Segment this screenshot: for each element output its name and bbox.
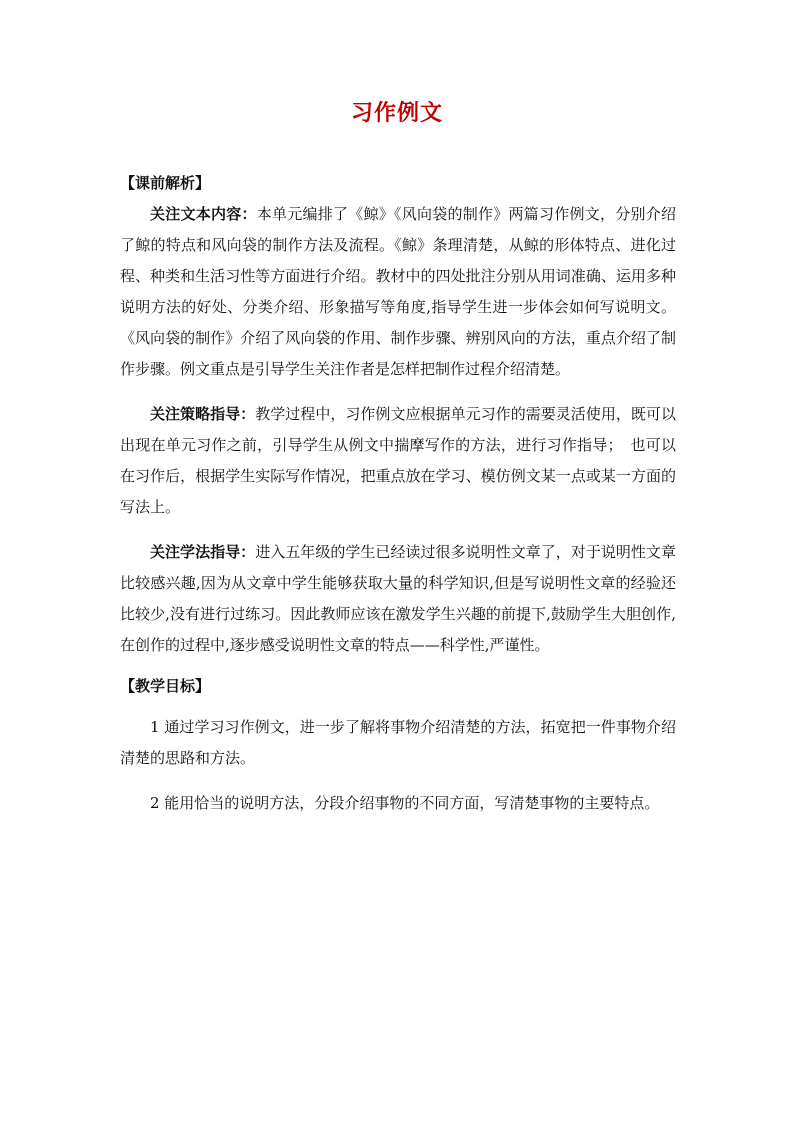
paragraph-text-content [120,199,676,385]
paragraph-lead: 关注文本内容： [150,205,257,223]
section-heading-teaching-goals: 【教学目标】 [120,677,211,695]
goal-item-1: 1 通过学习习作例文，进一步了解将事物介绍清楚的方法，拓宽把一件事物介绍清楚的思路和方法。 [120,718,676,767]
paragraph-text: 进入五年级的学生已经读过很多说明性文章了，对于说明性文章比较感兴趣,因为从文章中学生能够获取大量的科学知识,但是写说明性文章的经验还比较少,没有进行过练习。因此教师应该在激发学生兴趣的前提下,鼓励学生大胆创作,在创作的过程中,逐步感受说明性文章的特点——科学性,严谨性。 [120,543,676,654]
paragraph-strategy-guidance [120,399,676,523]
paragraph-text: 教学过程中，习作例文应根据单元习作的需要灵活使用，既可以出现在单元习作之前，引导学生从例文中揣摩写作的方法，进行习作指导； 也可以在习作后，根据学生实际写作情况，把重点放在学习、模仿例文某一点或某一方面的写法上。 [120,405,676,516]
section-heading-pre-class-analysis: 【课前解析】 [120,174,211,192]
paragraph-lead: 关注学法指导： [150,543,256,561]
document-body [120,168,676,819]
paragraph-learning-guidance [120,537,676,661]
paragraph-text: 本单元编排了《鲸》《风向袋的制作》两篇习作例文，分别介绍了鲸的特点和风向袋的制作方法及流程。《鲸》条理清楚，从鲸的形体特点、进化过程、种类和生活习性等方面进行介绍。教材中的四处批注分别从用词准确、运用多种说明方法的好处、分类介绍、形象描写等角度,指导学生进一步体会如何写说明文。《风向袋的制作》介绍了风向袋的作用、制作步骤、辨别风向的方法，重点介绍了制作步骤。例文重点是引导学生关注作者是怎样把制作过程介绍清楚。 [120,205,676,378]
goal-item-2: 2 能用恰当的说明方法，分段介绍事物的不同方面，写清楚事物的主要特点。 [150,794,660,812]
document-title: 习作例文 [350,100,443,126]
paragraph-lead: 关注策略指导： [150,405,256,423]
